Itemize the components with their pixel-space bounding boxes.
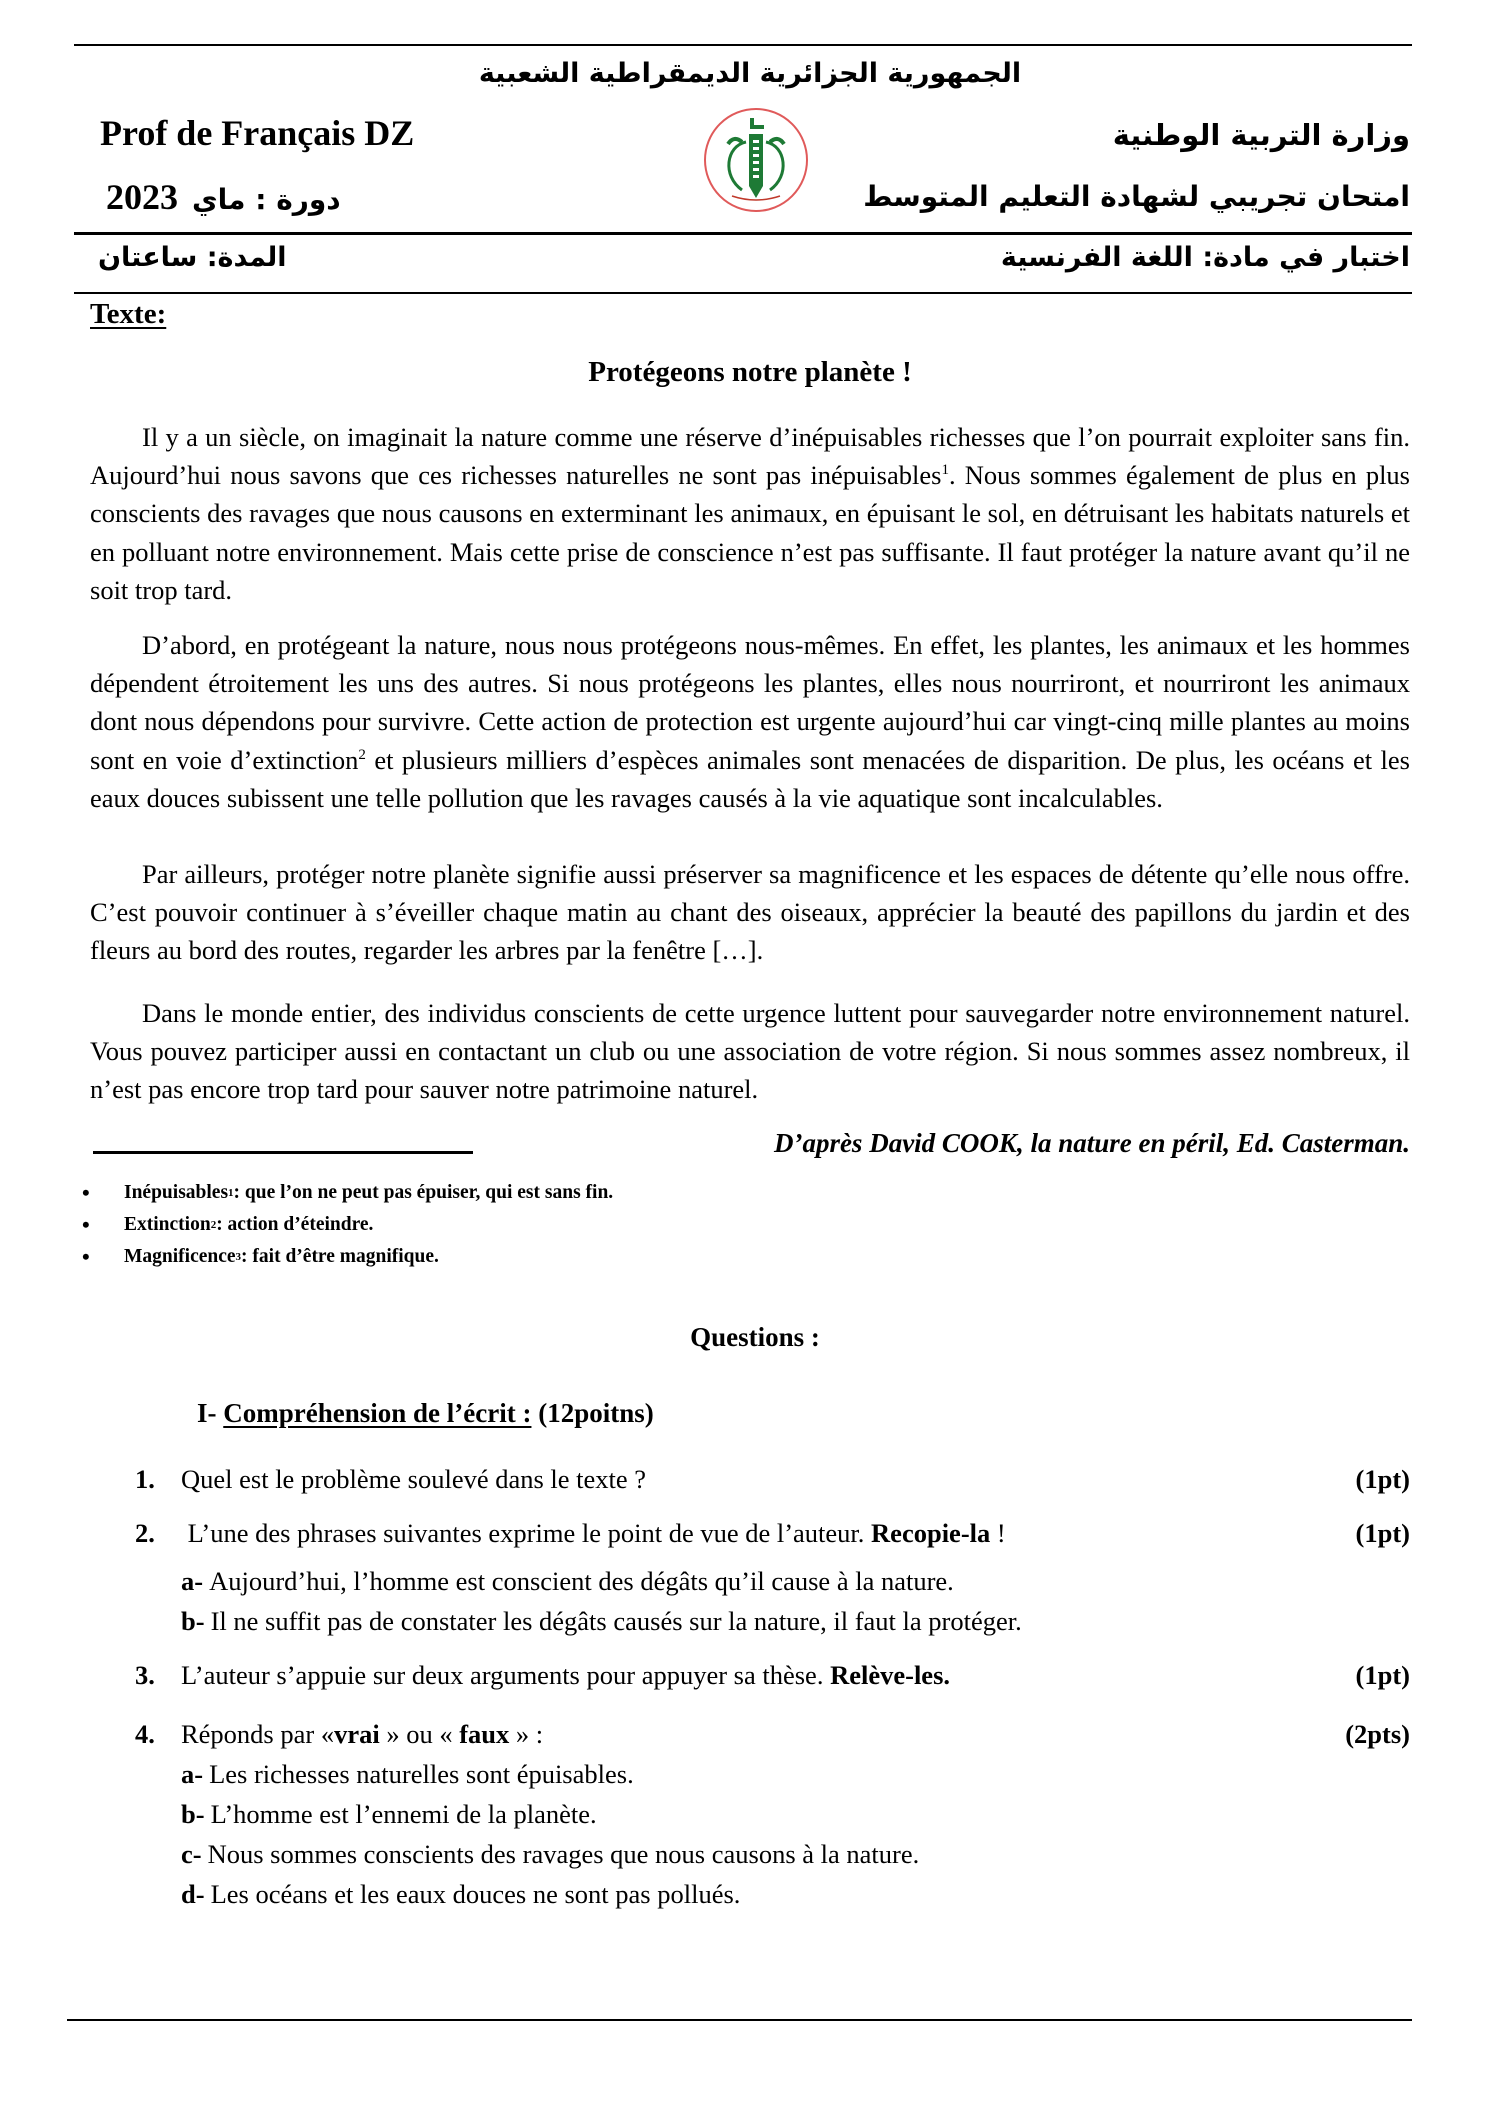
footnote-term: Magnificence xyxy=(124,1246,236,1267)
question-text: L’une des phrases suivantes exprime le point de vue de l’auteur. Recopie-la ! xyxy=(181,1518,1006,1548)
footnote-term: Inépuisables xyxy=(124,1182,229,1203)
option-text: Les richesses naturelles sont épuisables. xyxy=(209,1759,634,1789)
option-item xyxy=(181,1879,740,1910)
subject: اختبار في مادة: اللغة الفرنسية xyxy=(1000,242,1410,273)
paragraph-text: D’abord, en protégeant la nature, nous nous protégeons nous-mêmes. En effet, les plantes, les animaux et les hommes dépendent étroitement les uns des autres. Si nous protégeons les plantes, elles nous nourriront, et nourriront les animaux dont nous dépendons pour survivre. Cette action de protection est urgente aujourd’hui car vingt-cinq mille plantes au moins sont en voie d’extinction xyxy=(90,630,1410,775)
paragraph-text: Il y a un siècle, on imaginait la nature comme une réserve d’inépuisables richesses que l’on pourrait exploiter sans fin. Aujourd’hui nous savons que ces richesses naturelles ne sont pas inépuisables xyxy=(90,422,1410,491)
question-points: (2pts) xyxy=(1345,1719,1410,1749)
option-text: Nous sommes conscients des ravages que nous causons à la nature. xyxy=(207,1839,920,1869)
republic-title: الجمهورية الجزائرية الديمقراطية الشعبية xyxy=(478,58,1022,89)
option-letter: a- xyxy=(181,1566,204,1596)
footer-rule xyxy=(67,2019,1412,2021)
option-letter: b- xyxy=(181,1799,205,1829)
option-item xyxy=(181,1799,597,1830)
paragraph-text: . Nous sommes également de plus en plus conscients des ravages que nous causons en exterminant les animaux, en épuisant le sol, en détruisant les habitats naturels et en polluant notre environnement. Mais cette prise de conscience n’est pas suffisante. Il faut protéger la nature avant qu’il ne soit trop tard. xyxy=(90,460,1410,605)
section-title: Compréhension de l’écrit : xyxy=(223,1398,532,1428)
exam-title: امتحان تجريبي لشهادة التعليم المتوسط xyxy=(863,180,1410,213)
option-item xyxy=(181,1839,919,1870)
text-title: Protégeons notre planète ! xyxy=(588,356,912,388)
option-text: Les océans et les eaux douces ne sont pas pollués. xyxy=(210,1879,741,1909)
site-name: Prof de Français DZ xyxy=(100,113,415,153)
question-1 xyxy=(135,1464,1410,1495)
session-year: 2023 xyxy=(106,177,178,217)
question-text: Quel est le problème soulevé dans le texte ? xyxy=(181,1464,647,1494)
section-heading xyxy=(197,1398,654,1429)
footnote-ref: 2 xyxy=(358,746,366,763)
question-4 xyxy=(135,1719,1410,1750)
bullet-icon: • xyxy=(82,1244,90,1269)
option-letter: d- xyxy=(181,1879,205,1909)
bullet-icon: • xyxy=(82,1180,90,1205)
paragraph-3 xyxy=(90,855,1410,970)
option-letter: c- xyxy=(181,1839,202,1869)
question-text: L’auteur s’appuie sur deux arguments pour appuyer sa thèse. Relève-les. xyxy=(181,1660,951,1690)
section-points: (12poitns) xyxy=(538,1398,654,1428)
footnote-number: 1 xyxy=(228,1187,234,1199)
option-letter: a- xyxy=(181,1759,204,1789)
footnote-definition: : action d’éteindre. xyxy=(216,1214,374,1235)
header-bottom-rule xyxy=(74,292,1412,294)
paragraph-text: Par ailleurs, protéger notre planète signifie aussi préserver sa magnificence et les espaces de détente qu’elle nous offre. C’est pouvoir continuer à s’éveiller chaque matin au chant des oiseaux, apprécier la beauté des papillons du jardin et des fleurs au bord des routes, regarder les arbres par la fenêtre […]. xyxy=(90,859,1410,966)
option-text: Aujourd’hui, l’homme est conscient des dégâts qu’il cause à la nature. xyxy=(209,1566,954,1596)
question-number: 1. xyxy=(135,1464,155,1494)
ministry-logo-icon xyxy=(702,106,810,214)
footnote-definition: : que l’on ne peut pas épuiser, qui est sans fin. xyxy=(233,1182,614,1203)
questions-heading: Questions : xyxy=(690,1322,820,1352)
question-text: Réponds par «vrai » ou « faux » : xyxy=(181,1719,544,1749)
question-points: (1pt) xyxy=(1355,1518,1410,1548)
paragraph-text: et plusieurs milliers d’espèces animales sont menacées de disparition. De plus, les océans et les eaux douces subissent une telle pollution que les ravages causés à la vie aquatique sont incalculables. xyxy=(90,744,1410,813)
footnote-item xyxy=(82,1244,439,1270)
question-3 xyxy=(135,1660,1410,1691)
option-text: L’homme est l’ennemi de la planète. xyxy=(210,1799,597,1829)
bullet-icon: • xyxy=(82,1212,90,1237)
question-number: 3. xyxy=(135,1660,155,1690)
section-prefix: I- xyxy=(197,1398,217,1428)
option-item xyxy=(181,1566,954,1597)
option-letter: b- xyxy=(181,1606,205,1636)
text-label: Texte: xyxy=(90,298,167,330)
footnote-ref: 1 xyxy=(941,462,949,479)
option-item xyxy=(181,1759,634,1790)
question-points: (1pt) xyxy=(1355,1660,1410,1690)
footnote-number: 3 xyxy=(235,1251,242,1263)
session-info xyxy=(106,176,341,218)
footnote-term: Extinction xyxy=(124,1214,211,1235)
ministry-name: وزارة التربية الوطنية xyxy=(1112,118,1410,152)
header-thick-rule xyxy=(74,232,1412,235)
paragraph-2 xyxy=(90,626,1410,817)
footnote-item xyxy=(82,1212,373,1238)
session-label: دورة : ماي xyxy=(192,183,341,216)
duration: المدة: ساعتان xyxy=(98,242,287,273)
footnote-rule xyxy=(93,1151,473,1154)
footnote-definition: : fait d’être magnifique. xyxy=(241,1246,439,1267)
question-points: (1pt) xyxy=(1355,1464,1410,1494)
option-item xyxy=(181,1606,1022,1637)
paragraph-1 xyxy=(90,418,1410,609)
paragraph-text: Dans le monde entier, des individus conscients de cette urgence luttent pour sauvegarder notre environnement naturel. Vous pouvez participer aussi en contactant un club ou une association de votre région. Si nous sommes assez nombreux, il n’est pas encore trop tard pour sauver notre patrimoine naturel. xyxy=(90,998,1410,1105)
text-source: D’après David COOK, la nature en péril, Ed. Casterman. xyxy=(773,1128,1410,1158)
footnote-item xyxy=(82,1180,613,1206)
question-number: 2. xyxy=(135,1518,155,1548)
option-text: Il ne suffit pas de constater les dégâts causés sur la nature, il faut la protéger. xyxy=(210,1606,1022,1636)
question-number: 4. xyxy=(135,1719,155,1749)
paragraph-4 xyxy=(90,994,1410,1109)
header-top-rule xyxy=(74,44,1412,46)
question-2 xyxy=(135,1518,1410,1549)
footnote-number: 2 xyxy=(210,1219,217,1231)
